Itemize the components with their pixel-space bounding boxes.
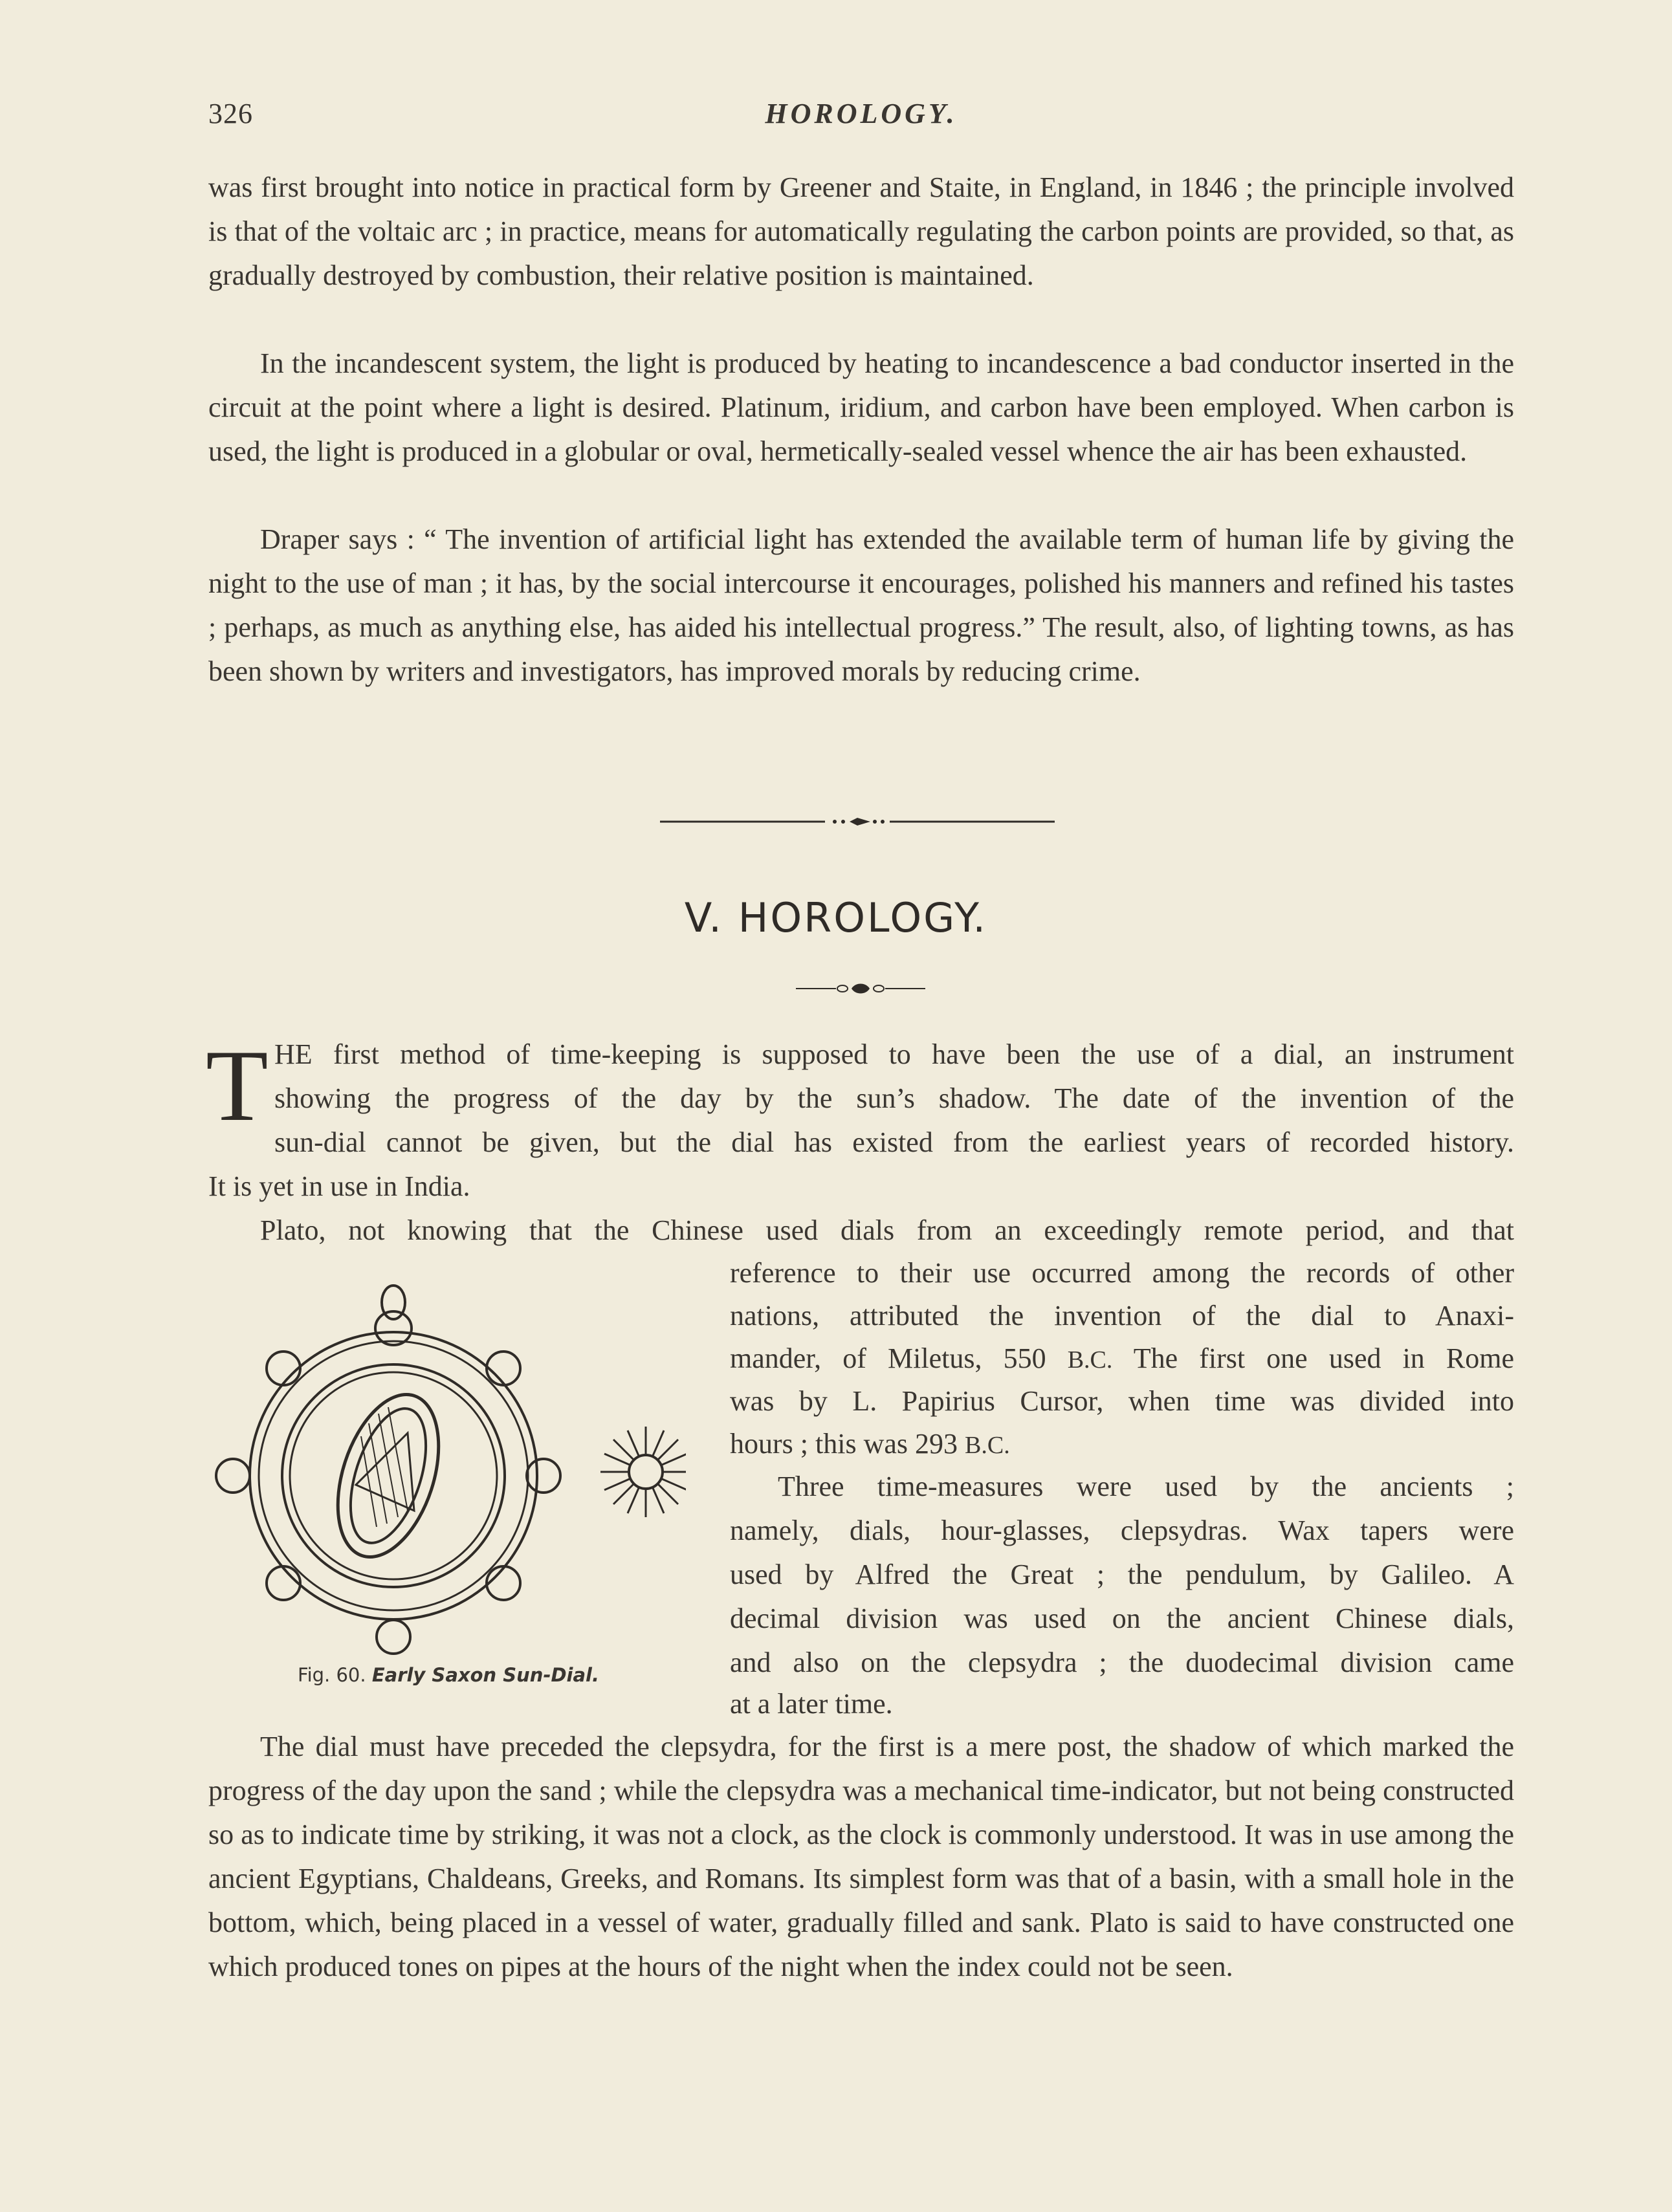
drop-cap: T: [206, 1029, 269, 1143]
ornamental-rule: [660, 814, 1055, 829]
small-ornament: [796, 981, 925, 996]
saxon-sundial-illustration: [214, 1278, 686, 1666]
plato-line: Plato, not knowing that the Chinese used dials from an exceedingly remote period, and that: [260, 1214, 1514, 1246]
paragraph-incandescent: In the incandescent system, the light is produced by heating to incandescence a bad conductor inserted in the circuit at the point where a light is desired. Platinum, iridium, and carbon have been employed. When carbon is used, the light is produced in a globular or oval, hermetically-sealed vessel whence the air has been exhausted.: [208, 347, 1514, 467]
page-number: 326: [208, 98, 253, 129]
figure-caption: [298, 1664, 599, 1686]
section-title: V. HOROLOGY.: [684, 894, 988, 941]
figure-title: Early Saxon Sun-Dial.: [371, 1664, 600, 1686]
running-title: HOROLOGY.: [765, 98, 958, 129]
paragraph-clepsydra: The dial must have preceded the clepsydra, for the first is a mere post, the shadow of which marked the progress of the day upon the sand ; while the clepsydra was a mechanical time-indicator, but not being constructed so as to indicate time by striking, it was not a clock, as the clock is commonly understood. It was in use among the ancient Egyptians, Chaldeans, Greeks, and Romans. Its simplest form was that of a basin, with a small hole in the bottom, which, being placed in a vessel of water, gradually filled and sank. Plato is said to have constructed one which produced tones on pipes at the hours of the night when the index could not be seen.: [208, 1731, 1514, 1982]
measures-line: decimal division was used on the ancient Chinese dials,: [730, 1603, 1514, 1634]
opening-line: showing the progress of the day by the sun’s shadow. The date of the invention of the: [274, 1082, 1514, 1114]
measures-line: at a later time.: [730, 1688, 893, 1720]
measures-line: and also on the clepsydra ; the duodecimal division came: [730, 1647, 1514, 1678]
measures-line: namely, dials, hour-glasses, clepsydras. Wax tapers were: [730, 1515, 1514, 1546]
figure-number: Fig. 60.: [298, 1664, 366, 1686]
opening-line: It is yet in use in India.: [208, 1170, 470, 1202]
measures-line: Three time-measures were used by the ancients ;: [778, 1471, 1514, 1502]
opening-line: sun-dial cannot be given, but the dial has existed from the earliest years of recorded history.: [274, 1126, 1514, 1158]
plato-line: hours ; this was 293 B.C.: [730, 1428, 1010, 1460]
plato-line: was by L. Papirius Cursor, when time was divided into: [730, 1385, 1514, 1417]
paragraph-arc-light: was first brought into notice in practical form by Greener and Staite, in England, in 1846 ; the principle involved is that of the voltaic arc ; in practice, means for automatically regulating the carbon points are provided, so that, as gradually destroyed by combustion, their relative position is maintained.: [208, 171, 1514, 291]
measures-line: used by Alfred the Great ; the pendulum, by Galileo. A: [730, 1559, 1514, 1590]
opening-line: HE first method of time-keeping is supposed to have been the use of a dial, an instrument: [274, 1038, 1514, 1070]
plato-line: reference to their use occurred among the records of other: [730, 1257, 1514, 1289]
paragraph-draper-quote: Draper says : “ The invention of artificial light has extended the available term of human life by giving the night to the use of man ; it has, by the social intercourse it encourages, polished his manners and refined his tastes ; perhaps, as much as anything else, has aided his intellectual progress.” The result, also, of lighting towns, as has been shown by writers and investigators, has improved morals by reducing crime.: [208, 523, 1514, 687]
plato-line: nations, attributed the invention of the dial to Anaxi-: [730, 1300, 1514, 1331]
page-header: [208, 97, 1514, 142]
plato-line: mander, of Miletus, 550 B.C. The first one used in Rome: [730, 1342, 1514, 1374]
